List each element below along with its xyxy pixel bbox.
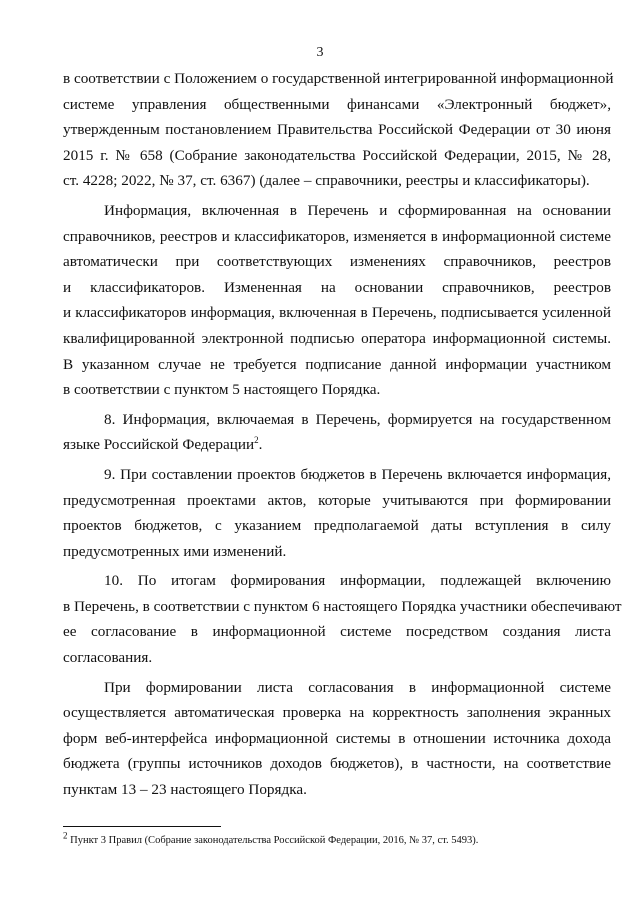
paragraph-information — [63, 198, 611, 403]
text-line: ст. 4228; 2022, № 37, ст. 6367) (далее – справочники, реестры и классификаторы). — [63, 172, 590, 190]
paragraph-approval-sheet — [63, 675, 611, 803]
text-line: бюджета (группы источников доходов бюджетов), в частности, на соответствие — [63, 755, 611, 773]
text-line: и классификаторов. Измененная на основании справочников, реестров — [63, 278, 611, 296]
text-line: 8. Информация, включаемая в Перечень, формируется на государственном — [104, 410, 611, 428]
paragraph-item-10 — [63, 568, 622, 670]
text-line: При формировании листа согласования в информационной системе — [104, 678, 611, 696]
text-line: согласования. — [63, 649, 153, 667]
text-line: 10. По итогам формирования информации, подлежащей включению — [104, 572, 611, 590]
text-line: квалифицированной электронной подписью оператора информационной системы. — [63, 329, 611, 347]
text-line: В указанном случае не требуется подписание данной информации участником — [63, 355, 611, 373]
text-line: языке Российской Федерации — [63, 436, 255, 454]
footnote-separator — [63, 826, 221, 827]
paragraph-continuation — [63, 66, 614, 194]
text-line: осуществляется автоматическая проверка на корректность заполнения экранных — [63, 704, 611, 722]
text-line: справочников, реестров и классификаторов, изменяется в информационной системе — [63, 227, 611, 245]
footnote-text: Пункт 3 Правил (Собрание законодательства Российской Федерации, 2016, № 37, ст. 5493). — [67, 835, 479, 846]
footnote-reference: 2 — [254, 435, 259, 446]
text-line: системе управления общественными финансами «Электронный бюджет», — [63, 95, 611, 113]
text-line: ее согласование в информационной системе посредством создания листа — [63, 623, 611, 641]
text-line: Информация, включенная в Перечень и сформированная на основании — [104, 201, 611, 219]
text-line: пунктам 13 – 23 настоящего Порядка. — [63, 781, 307, 799]
footnote-marker: 2 — [63, 830, 68, 841]
text-line: и классификаторов информация, включенная в Перечень, подписывается усиленной — [63, 304, 611, 322]
text-line: в соответствии с пунктом 5 настоящего Порядка. — [63, 381, 381, 399]
paragraph-item-9 — [63, 462, 611, 564]
body-text — [63, 66, 622, 803]
text-line: форм веб-интерфейса информационной системы в отношении источника дохода — [63, 729, 611, 747]
text-line: 2015 г. № 658 (Собрание законодательства Российской Федерации, 2015, № 28, — [63, 146, 611, 164]
text-line-with-footnote: языке Российской Федерации$^2$. — [63, 435, 263, 454]
text-line: утвержденным постановлением Правительства Российской Федерации от 30 июня — [63, 121, 611, 139]
text-line: предусмотренная проектами актов, которые учитываются при формировании — [63, 491, 611, 509]
footnote — [63, 830, 611, 848]
text-line: в соответствии с Положением о государственной интегрированной информационной — [63, 70, 614, 87]
text-line: 9. При составлении проектов бюджетов в Перечень включается информация, — [104, 465, 611, 483]
page-number: 3 — [316, 45, 324, 60]
text-line: предусмотренных ими изменений. — [63, 542, 287, 560]
text-line: в Перечень, в соответствии с пунктом 6 настоящего Порядка участники обеспечивают — [63, 597, 622, 615]
paragraph-item-8 — [63, 407, 611, 458]
text-line: автоматически при соответствующих изменениях справочников, реестров — [63, 253, 611, 271]
text-line: проектов бюджетов, с указанием предполагаемой даты вступления в силу — [63, 517, 611, 535]
